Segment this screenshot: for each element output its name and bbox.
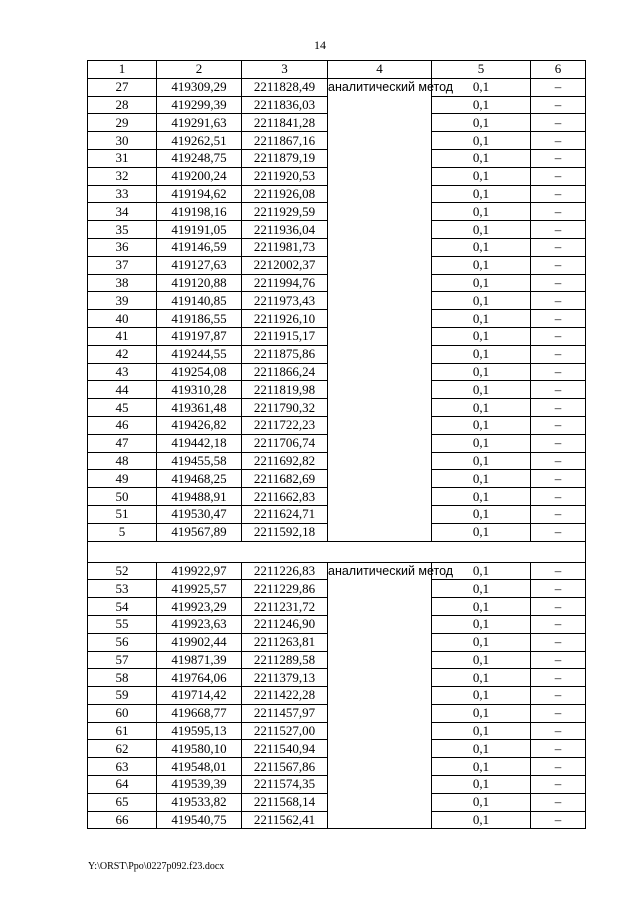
table-header-row (88, 61, 586, 79)
point-number-cell: 53 (88, 580, 157, 598)
y-coordinate-cell: 2211422,28 (242, 687, 328, 705)
note-cell: – (531, 505, 586, 523)
note-cell: – (531, 132, 586, 150)
note-cell: – (531, 758, 586, 776)
x-coordinate-cell: 419198,16 (157, 203, 242, 221)
y-coordinate-cell: 2211926,08 (242, 185, 328, 203)
accuracy-cell: 0,1 (432, 238, 531, 256)
x-coordinate-cell: 419530,47 (157, 505, 242, 523)
note-cell: – (531, 434, 586, 452)
point-number-cell: 31 (88, 149, 157, 167)
y-coordinate-cell: 2211866,24 (242, 363, 328, 381)
point-number-cell: 52 (88, 562, 157, 580)
x-coordinate-cell: 419309,29 (157, 78, 242, 96)
y-coordinate-cell: 2211263,81 (242, 633, 328, 651)
x-coordinate-cell: 419194,62 (157, 185, 242, 203)
y-coordinate-cell: 2211246,90 (242, 615, 328, 633)
note-cell: – (531, 149, 586, 167)
note-cell: – (531, 345, 586, 363)
point-number-cell: 66 (88, 811, 157, 829)
y-coordinate-cell: 2211879,19 (242, 149, 328, 167)
note-cell: – (531, 381, 586, 399)
y-coordinate-cell: 2211981,73 (242, 238, 328, 256)
note-cell: – (531, 722, 586, 740)
note-cell: – (531, 221, 586, 239)
x-coordinate-cell: 419539,39 (157, 776, 242, 794)
accuracy-cell: 0,1 (432, 434, 531, 452)
accuracy-cell: 0,1 (432, 598, 531, 616)
point-number-cell: 57 (88, 651, 157, 669)
point-number-cell: 65 (88, 793, 157, 811)
x-coordinate-cell: 419442,18 (157, 434, 242, 452)
x-coordinate-cell: 419299,39 (157, 96, 242, 114)
accuracy-cell: 0,1 (432, 811, 531, 829)
y-coordinate-cell: 2211836,03 (242, 96, 328, 114)
x-coordinate-cell: 419455,58 (157, 452, 242, 470)
accuracy-cell: 0,1 (432, 687, 531, 705)
x-coordinate-cell: 419120,88 (157, 274, 242, 292)
point-number-cell: 34 (88, 203, 157, 221)
point-number-cell: 39 (88, 292, 157, 310)
note-cell: – (531, 669, 586, 687)
note-cell: – (531, 96, 586, 114)
x-coordinate-cell: 419197,87 (157, 327, 242, 345)
point-number-cell: 43 (88, 363, 157, 381)
y-coordinate-cell: 2211692,82 (242, 452, 328, 470)
x-coordinate-cell: 419140,85 (157, 292, 242, 310)
accuracy-cell: 0,1 (432, 78, 531, 96)
point-number-cell: 46 (88, 416, 157, 434)
point-number-cell: 61 (88, 722, 157, 740)
header-cell: 4 (328, 61, 432, 79)
y-coordinate-cell: 2211662,83 (242, 488, 328, 506)
note-cell: – (531, 562, 586, 580)
note-cell: – (531, 793, 586, 811)
y-coordinate-cell: 2211867,16 (242, 132, 328, 150)
point-number-cell: 54 (88, 598, 157, 616)
point-number-cell: 55 (88, 615, 157, 633)
note-cell: – (531, 203, 586, 221)
header-cell: 6 (531, 61, 586, 79)
accuracy-cell: 0,1 (432, 505, 531, 523)
accuracy-cell: 0,1 (432, 149, 531, 167)
y-coordinate-cell: 2211920,53 (242, 167, 328, 185)
coordinates-table-body (88, 61, 586, 829)
y-coordinate-cell: 2211540,94 (242, 740, 328, 758)
y-coordinate-cell: 2211994,76 (242, 274, 328, 292)
y-coordinate-cell: 2211567,86 (242, 758, 328, 776)
note-cell: – (531, 615, 586, 633)
accuracy-cell: 0,1 (432, 399, 531, 417)
x-coordinate-cell: 419186,55 (157, 310, 242, 328)
accuracy-cell: 0,1 (432, 381, 531, 399)
header-cell: 1 (88, 61, 157, 79)
accuracy-cell: 0,1 (432, 740, 531, 758)
y-coordinate-cell: 2211574,35 (242, 776, 328, 794)
x-coordinate-cell: 419902,44 (157, 633, 242, 651)
accuracy-cell: 0,1 (432, 221, 531, 239)
x-coordinate-cell: 419567,89 (157, 523, 242, 541)
separator-cell (88, 541, 586, 562)
point-number-cell: 32 (88, 167, 157, 185)
accuracy-cell: 0,1 (432, 580, 531, 598)
y-coordinate-cell: 2211706,74 (242, 434, 328, 452)
y-coordinate-cell: 2211790,32 (242, 399, 328, 417)
y-coordinate-cell: 2211875,86 (242, 345, 328, 363)
coordinates-table (87, 60, 586, 829)
x-coordinate-cell: 419925,57 (157, 580, 242, 598)
accuracy-cell: 0,1 (432, 488, 531, 506)
x-coordinate-cell: 419871,39 (157, 651, 242, 669)
point-number-cell: 62 (88, 740, 157, 758)
table-row (88, 78, 586, 96)
note-cell: – (531, 633, 586, 651)
accuracy-cell: 0,1 (432, 722, 531, 740)
header-cell: 3 (242, 61, 328, 79)
point-number-cell: 59 (88, 687, 157, 705)
y-coordinate-cell: 2211682,69 (242, 470, 328, 488)
point-number-cell: 60 (88, 704, 157, 722)
y-coordinate-cell: 2211929,59 (242, 203, 328, 221)
accuracy-cell: 0,1 (432, 669, 531, 687)
x-coordinate-cell: 419488,91 (157, 488, 242, 506)
y-coordinate-cell: 2211562,41 (242, 811, 328, 829)
point-number-cell: 58 (88, 669, 157, 687)
x-coordinate-cell: 419922,97 (157, 562, 242, 580)
point-number-cell: 49 (88, 470, 157, 488)
y-coordinate-cell: 2211568,14 (242, 793, 328, 811)
point-number-cell: 51 (88, 505, 157, 523)
note-cell: – (531, 811, 586, 829)
note-cell: – (531, 488, 586, 506)
accuracy-cell: 0,1 (432, 523, 531, 541)
x-coordinate-cell: 419146,59 (157, 238, 242, 256)
accuracy-cell: 0,1 (432, 562, 531, 580)
y-coordinate-cell: 2211973,43 (242, 292, 328, 310)
accuracy-cell: 0,1 (432, 651, 531, 669)
point-number-cell: 36 (88, 238, 157, 256)
point-number-cell: 40 (88, 310, 157, 328)
x-coordinate-cell: 419580,10 (157, 740, 242, 758)
y-coordinate-cell: 2212002,37 (242, 256, 328, 274)
accuracy-cell: 0,1 (432, 203, 531, 221)
point-number-cell: 50 (88, 488, 157, 506)
accuracy-cell: 0,1 (432, 470, 531, 488)
section2-method-cell: аналитический метод (328, 562, 432, 829)
y-coordinate-cell: 2211915,17 (242, 327, 328, 345)
page-number: 14 (314, 38, 326, 52)
x-coordinate-cell: 419533,82 (157, 793, 242, 811)
point-number-cell: 33 (88, 185, 157, 203)
y-coordinate-cell: 2211926,10 (242, 310, 328, 328)
x-coordinate-cell: 419310,28 (157, 381, 242, 399)
note-cell: – (531, 256, 586, 274)
accuracy-cell: 0,1 (432, 132, 531, 150)
y-coordinate-cell: 2211379,13 (242, 669, 328, 687)
accuracy-cell: 0,1 (432, 167, 531, 185)
accuracy-cell: 0,1 (432, 793, 531, 811)
note-cell: – (531, 580, 586, 598)
point-number-cell: 5 (88, 523, 157, 541)
table-row (88, 562, 586, 580)
y-coordinate-cell: 2211527,00 (242, 722, 328, 740)
note-cell: – (531, 78, 586, 96)
point-number-cell: 41 (88, 327, 157, 345)
accuracy-cell: 0,1 (432, 327, 531, 345)
accuracy-cell: 0,1 (432, 416, 531, 434)
x-coordinate-cell: 419540,75 (157, 811, 242, 829)
x-coordinate-cell: 419548,01 (157, 758, 242, 776)
y-coordinate-cell: 2211289,58 (242, 651, 328, 669)
point-number-cell: 44 (88, 381, 157, 399)
accuracy-cell: 0,1 (432, 615, 531, 633)
x-coordinate-cell: 419764,06 (157, 669, 242, 687)
point-number-cell: 28 (88, 96, 157, 114)
note-cell: – (531, 114, 586, 132)
note-cell: – (531, 704, 586, 722)
x-coordinate-cell: 419244,55 (157, 345, 242, 363)
y-coordinate-cell: 2211457,97 (242, 704, 328, 722)
point-number-cell: 35 (88, 221, 157, 239)
accuracy-cell: 0,1 (432, 114, 531, 132)
section-separator-row (88, 541, 586, 562)
x-coordinate-cell: 419291,63 (157, 114, 242, 132)
note-cell: – (531, 598, 586, 616)
note-cell: – (531, 185, 586, 203)
point-number-cell: 42 (88, 345, 157, 363)
note-cell: – (531, 399, 586, 417)
accuracy-cell: 0,1 (432, 345, 531, 363)
accuracy-cell: 0,1 (432, 758, 531, 776)
y-coordinate-cell: 2211226,83 (242, 562, 328, 580)
footer-file-path: Y:\ORST\Ppo\0227p092.f23.docx (88, 861, 225, 872)
x-coordinate-cell: 419254,08 (157, 363, 242, 381)
point-number-cell: 48 (88, 452, 157, 470)
note-cell: – (531, 416, 586, 434)
accuracy-cell: 0,1 (432, 452, 531, 470)
point-number-cell: 47 (88, 434, 157, 452)
note-cell: – (531, 687, 586, 705)
accuracy-cell: 0,1 (432, 310, 531, 328)
y-coordinate-cell: 2211936,04 (242, 221, 328, 239)
section1-method-cell: аналитический метод (328, 78, 432, 541)
accuracy-cell: 0,1 (432, 292, 531, 310)
accuracy-cell: 0,1 (432, 776, 531, 794)
y-coordinate-cell: 2211722,23 (242, 416, 328, 434)
accuracy-cell: 0,1 (432, 96, 531, 114)
accuracy-cell: 0,1 (432, 256, 531, 274)
x-coordinate-cell: 419200,24 (157, 167, 242, 185)
x-coordinate-cell: 419127,63 (157, 256, 242, 274)
x-coordinate-cell: 419714,42 (157, 687, 242, 705)
accuracy-cell: 0,1 (432, 363, 531, 381)
point-number-cell: 45 (88, 399, 157, 417)
note-cell: – (531, 274, 586, 292)
note-cell: – (531, 651, 586, 669)
point-number-cell: 56 (88, 633, 157, 651)
point-number-cell: 64 (88, 776, 157, 794)
point-number-cell: 30 (88, 132, 157, 150)
accuracy-cell: 0,1 (432, 704, 531, 722)
x-coordinate-cell: 419923,29 (157, 598, 242, 616)
y-coordinate-cell: 2211229,86 (242, 580, 328, 598)
point-number-cell: 27 (88, 78, 157, 96)
accuracy-cell: 0,1 (432, 274, 531, 292)
note-cell: – (531, 363, 586, 381)
note-cell: – (531, 470, 586, 488)
header-cell: 5 (432, 61, 531, 79)
x-coordinate-cell: 419191,05 (157, 221, 242, 239)
note-cell: – (531, 523, 586, 541)
note-cell: – (531, 327, 586, 345)
point-number-cell: 29 (88, 114, 157, 132)
y-coordinate-cell: 2211231,72 (242, 598, 328, 616)
x-coordinate-cell: 419923,63 (157, 615, 242, 633)
x-coordinate-cell: 419595,13 (157, 722, 242, 740)
point-number-cell: 37 (88, 256, 157, 274)
y-coordinate-cell: 2211841,28 (242, 114, 328, 132)
note-cell: – (531, 292, 586, 310)
point-number-cell: 63 (88, 758, 157, 776)
header-cell: 2 (157, 61, 242, 79)
x-coordinate-cell: 419248,75 (157, 149, 242, 167)
note-cell: – (531, 310, 586, 328)
y-coordinate-cell: 2211828,49 (242, 78, 328, 96)
x-coordinate-cell: 419468,25 (157, 470, 242, 488)
x-coordinate-cell: 419668,77 (157, 704, 242, 722)
note-cell: – (531, 167, 586, 185)
note-cell: – (531, 740, 586, 758)
y-coordinate-cell: 2211624,71 (242, 505, 328, 523)
y-coordinate-cell: 2211819,98 (242, 381, 328, 399)
x-coordinate-cell: 419426,82 (157, 416, 242, 434)
accuracy-cell: 0,1 (432, 633, 531, 651)
y-coordinate-cell: 2211592,18 (242, 523, 328, 541)
note-cell: – (531, 776, 586, 794)
x-coordinate-cell: 419262,51 (157, 132, 242, 150)
point-number-cell: 38 (88, 274, 157, 292)
accuracy-cell: 0,1 (432, 185, 531, 203)
note-cell: – (531, 238, 586, 256)
note-cell: – (531, 452, 586, 470)
x-coordinate-cell: 419361,48 (157, 399, 242, 417)
